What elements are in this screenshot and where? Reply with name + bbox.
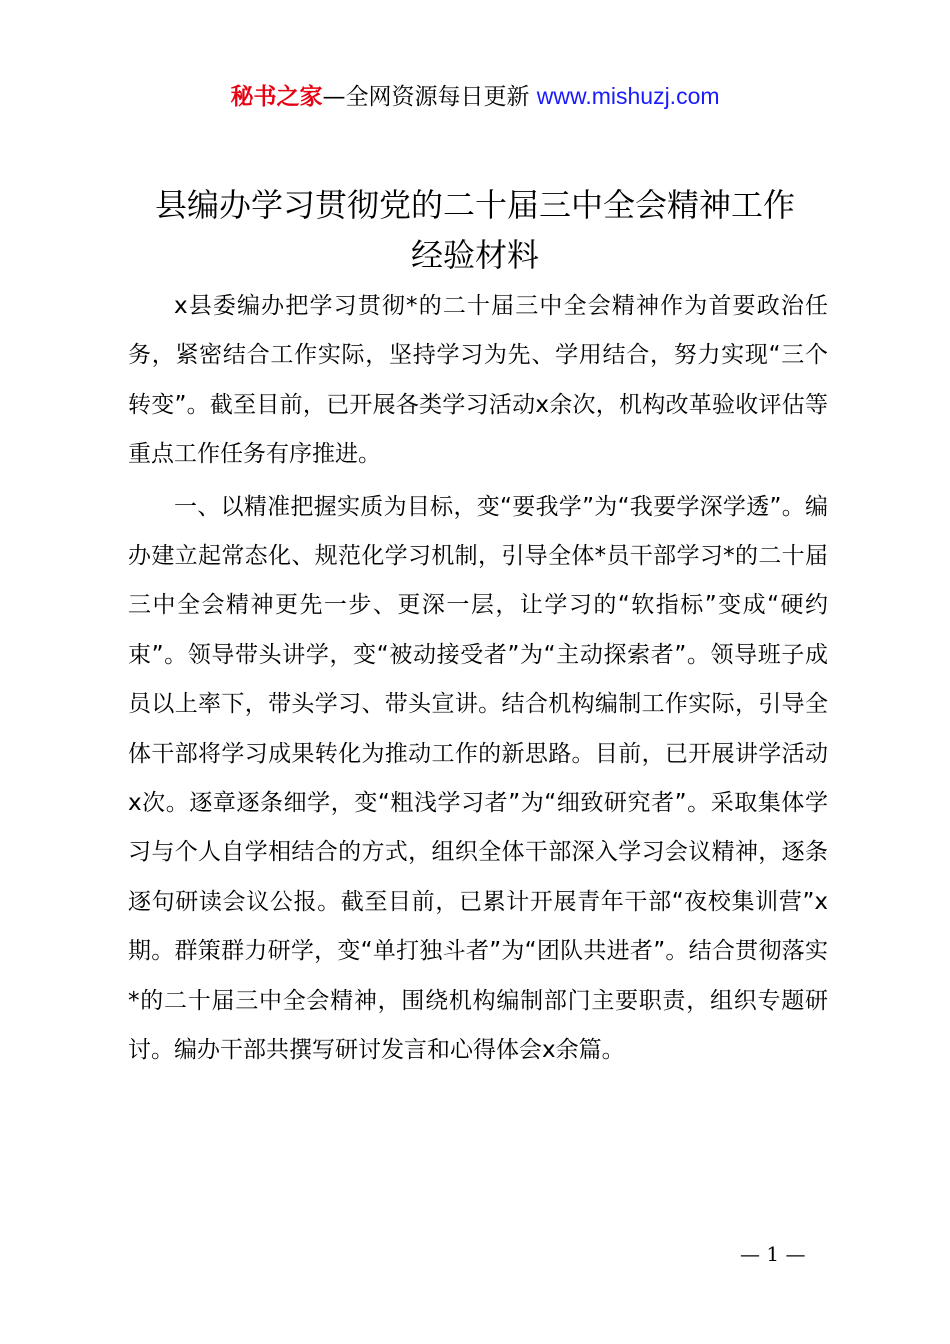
site-brand: 秘书之家 [230,84,323,110]
site-tagline: —全网资源每日更新 [322,84,537,110]
document-title [100,180,850,280]
document-title-line-2: 经验材料 [410,236,539,274]
document-title-line-1: 县编办学习贯彻党的二十届三中全会精神工作 [154,186,795,224]
document-body [128,282,828,1076]
paragraph-section-one: 一、以精准把握实质为目标，变“要我学”为“我要学深学透”。编办建立起常态化、规范化学习机制，引导全体*员干部学习*的二十届三中全会精神更先一步、更深一层，让学习的“软指标”变成“硬约束”。领导带头讲学，变“被动接受者”为“主动探索者”。领导班子成员以上率下，带头学习、带头宣讲。结合机构编制工作实际，引导全体干部将学习成果转化为推动工作的新思路。目前，已开展讲学活动x次。逐章逐条细学，变“粗浅学习者”为“细致研究者”。采取集体学习与个人自学相结合的方式，组织全体干部深入学习会议精神，逐条逐句研读会议公报。截至目前，已累计开展青年干部“夜校集训营”x期。群策群力研学，变“单打独斗者”为“团队共进者”。结合贯彻落实*的二十届三中全会精神，围绕机构编制部门主要职责，组织专题研讨。编办干部共撰写研讨发言和心得体会x余篇。 [128,493,828,1064]
site-url-link[interactable]: www.mishuzj.com [536,83,720,109]
page-number: — 1 — [740,1242,806,1266]
paragraph-intro: x县委编办把学习贯彻*的二十届三中全会精神作为首要政治任务，紧密结合工作实际，坚持学习为先、学用结合，努力实现“三个转变”。截至目前，已开展各类学习活动x余次，机构改革验收评估等重点工作任务有序推进。 [128,293,828,468]
page-header [0,80,950,113]
